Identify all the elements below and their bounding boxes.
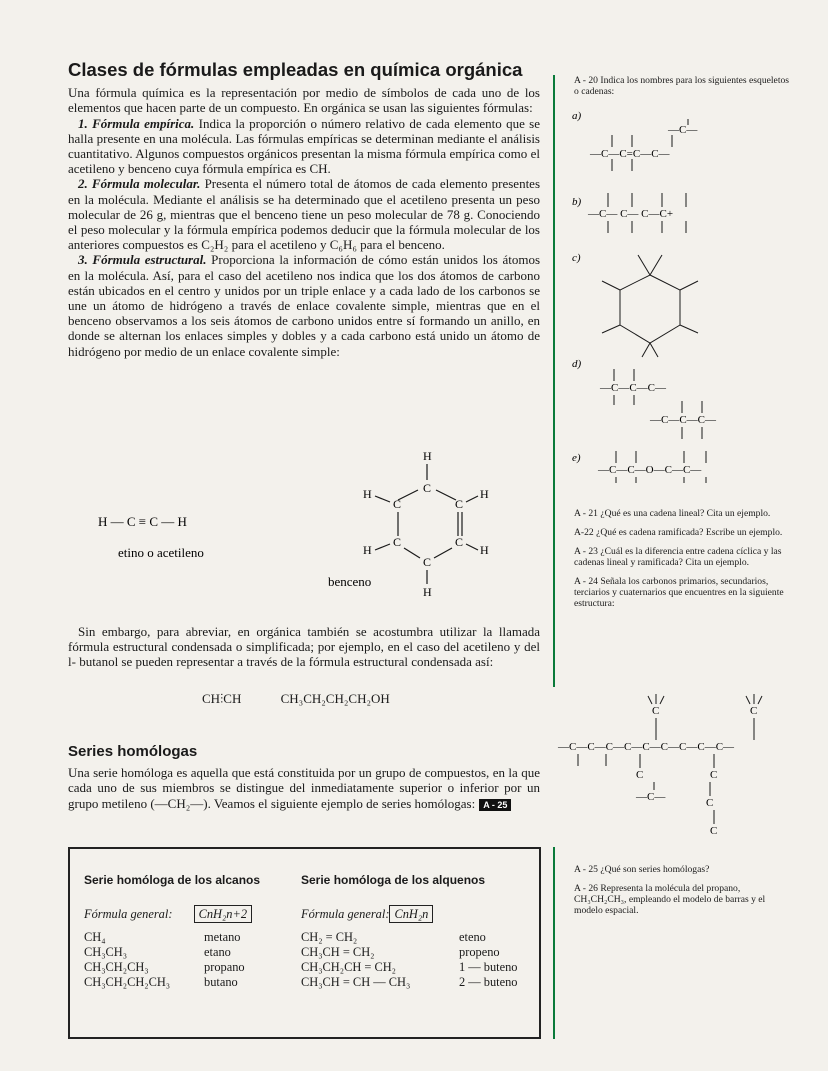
series-name: metano [204, 930, 241, 944]
series-title: Series homólogas [68, 743, 198, 760]
label-e: e) [572, 452, 581, 464]
structural-label: 3. Fórmula estructural. [78, 252, 207, 268]
svg-text:C: C [393, 535, 402, 549]
svg-text:H: H [423, 585, 432, 599]
label-a: a) [572, 110, 582, 122]
svg-text:H: H [363, 543, 372, 557]
svg-text:—C—C—C—: —C—C—C— [650, 414, 717, 426]
svg-text:H: H [423, 449, 432, 463]
a21-text: A - 21 ¿Qué es una cadena lineal? Cita un ejemplo. [574, 508, 771, 519]
alkenes-column [301, 873, 518, 990]
series-row [301, 975, 518, 990]
svg-text:C: C [652, 705, 660, 717]
alkanes-title: Serie homóloga de los alcanos [84, 873, 261, 887]
series-row [84, 945, 260, 960]
intro-paragraph: Una fórmula química es la representación por medio de símbolos de cada uno de los elementos que hacen parte de un compuesto. En orgánica se usan las siguientes fórmulas: [68, 85, 540, 116]
homologous-series-box [68, 847, 541, 1039]
a25-text: A - 25 ¿Qué son series homólogas? [574, 864, 710, 875]
series-formula: CH₃CH₂CH₃ [84, 960, 149, 974]
svg-text:C: C [455, 535, 464, 549]
alkenes-title: Serie homóloga de los alquenos [301, 873, 486, 887]
series-formula: CH₃CH = CH₂ [301, 945, 375, 959]
svg-text:C: C [710, 825, 718, 837]
exercise-questions [574, 508, 794, 617]
acetylene-formula: H — C ≡ C — H [98, 514, 187, 529]
series-name: 1 — buteno [459, 960, 518, 974]
alkenes-general-formula: CnH₂n [389, 905, 433, 923]
condensed-section [68, 624, 540, 670]
svg-text:C: C [423, 481, 432, 495]
series-row [301, 930, 518, 945]
svg-text:C: C [750, 705, 758, 717]
a20-text: A - 20 Indica los nombres para los siguientes esqueletos o cadenas: [574, 75, 790, 97]
series-formula: CH₂ = CH₂ [301, 930, 358, 944]
condensed-butanol: CH₃CH₂CH₂CH₂OH [280, 691, 390, 706]
svg-text:C: C [636, 769, 644, 781]
alkanes-column [84, 873, 260, 990]
condensed-acetylene: CH⫶CH [202, 691, 242, 706]
molecular-label: 2. Fórmula molecular. [78, 176, 201, 192]
main-column [68, 59, 541, 359]
chain-e [597, 451, 706, 483]
series-row [84, 930, 260, 945]
series-name: butano [204, 975, 238, 989]
skeleton-chains-figure [570, 105, 810, 485]
svg-text:—C—C—C—C—C—C—C—C—C—: —C—C—C—C—C—C—C—C—C— [558, 741, 735, 753]
empirical-paragraph [68, 116, 540, 177]
structural-formulas-figure [68, 446, 548, 606]
series-row [84, 975, 260, 990]
svg-text:—C—: —C— [636, 791, 666, 803]
chain-d [599, 369, 717, 439]
series-formula: CH₃CH₂CH₂CH₃ [84, 975, 171, 989]
molecular-text: Presenta el número total de átomos de cada elemento presentes en la molécula. Mediante el análisis se ha determinado que el acetileno presenta un peso molecular de 26 g, mientras que el benceno tiene un peso molecular de 78 g. Conociendo el peso molecular y la fórmula empírica podemos deducir que la fórmula molecular de los anteriores compuestos es C₂H₂ para el acetileno y C₆H₆ para el benceno. [68, 176, 541, 253]
svg-text:C: C [455, 497, 464, 511]
condensed-paragraph: Sin embargo, para abreviar, en orgánica también se acostumbra utilizar la llamada fórmula estructural condensada o simplificada; por ejemplo, en el caso del acetileno y del l- butanol se pueden representar a través de la fórmula estructural condensada así: [68, 624, 540, 670]
chain-a [589, 119, 698, 171]
benzene-label: benceno [328, 574, 372, 589]
series-row [84, 960, 260, 975]
exercise-questions-bottom [574, 864, 794, 924]
series-formula: CH₄ [84, 930, 106, 944]
alkenes-general-label: Fórmula general: [301, 907, 390, 921]
svg-text:H: H [363, 487, 372, 501]
svg-text:C: C [706, 797, 714, 809]
structural-text: Proporciona la información de cómo están unidos los átomos en la molécula. Así, para el caso del acetileno nos indica que los dos átomos de carbono están ubicados en el centro y unidos por un triple enlace y a cada lado de los carbonos se une un átomo de hidrógeno a través de enlace covalente simple, mientras que en el benceno observamos a los seis átomos de carbono unidos entre sí formando un anillo, en donde se alternan los enlaces simples y dobles y a cada carbono está unido un átomo de hidrógeno por medio de un enlace covalente simple: [68, 252, 541, 359]
green-divider-bottom [553, 847, 555, 1039]
empirical-text: Indica la proporción o número relativo de cada elemento que se halla presente en una molécula. Las fórmulas empíricas se determinan mediante el análisis cuantitativo. Algunos compuestos orgánicos presentan la misma fórmula empírica como el acetileno y benceno cuya fórmula empírica es CH. [68, 115, 540, 177]
series-formula: CH₃CH₂CH = CH₂ [301, 960, 396, 974]
svg-text:H: H [480, 487, 489, 501]
label-c: c) [572, 252, 581, 264]
green-divider-top [553, 75, 555, 687]
series-section [68, 744, 540, 813]
series-row [301, 960, 518, 975]
series-name: etano [204, 945, 231, 959]
svg-text:—C—: —C— [668, 124, 698, 136]
svg-text:—C—C—C—: —C—C—C— [600, 382, 667, 394]
series-formula: CH₃CH = CH — CH₃ [301, 975, 411, 989]
empirical-label: 1. Fórmula empírica. [78, 115, 195, 131]
series-name: propeno [459, 945, 500, 959]
alkanes-list [84, 930, 260, 990]
benzene-ring [363, 449, 489, 599]
molecular-paragraph [68, 176, 540, 252]
svg-text:H: H [480, 543, 489, 557]
a26-text: A - 26 Representa la molécula del propano, CH₃CH₂CH₃, empleando el modelo de barras y el modelo espacial. [574, 883, 766, 916]
alkanes-general-formula: CnH₂n+2 [194, 905, 252, 923]
series-name: propano [204, 960, 245, 974]
series-name: 2 — buteno [459, 975, 518, 989]
page-title: Clases de fórmulas empleadas en química orgánica [68, 59, 523, 80]
label-d: d) [572, 358, 582, 370]
alkenes-list [301, 930, 518, 990]
structural-paragraph [68, 252, 540, 358]
chain-b [587, 193, 686, 233]
svg-text:—C— C— C—C+: —C— C— C—C+ [588, 208, 674, 220]
svg-text:C: C [423, 555, 432, 569]
svg-text:—C—C=C—C—: —C—C=C—C— [590, 148, 670, 160]
condensed-formulas [202, 691, 426, 707]
series-formula: CH₃CH₃ [84, 945, 128, 959]
acetylene-label: etino o acetileno [118, 545, 204, 560]
series-text: Una serie homóloga es aquella que está constituida por un grupo de compuestos, en la que cada uno de sus miembros se distingue del inmediatamente superior o inferior por un grupo metileno (—CH₂—). Veamos el siguiente ejemplo de series homólogas: [68, 765, 540, 811]
label-b: b) [572, 196, 582, 208]
svg-text:—C—C—O—C—C—: —C—C—O—C—C— [598, 464, 702, 476]
a22-text: A-22 ¿Qué es cadena ramificada? Escribe un ejemplo. [574, 527, 783, 538]
a24-structure [556, 692, 826, 842]
a25-badge: A - 25 [479, 799, 511, 811]
series-name: eteno [459, 930, 486, 944]
series-paragraph [68, 765, 540, 813]
alkanes-general-label: Fórmula general: [84, 907, 173, 921]
a24-text: A - 24 Señala los carbonos primarios, secundarios, terciarios y cuaternarios que encuentres en la siguiente estructura: [574, 576, 784, 609]
a23-text: A - 23 ¿Cuál es la diferencia entre cadena cíclica y las cadenas lineal y ramificada? Cita un ejemplo. [574, 546, 782, 568]
exercise-column [574, 75, 794, 97]
chain-c-ring [602, 255, 698, 357]
svg-text:C: C [710, 769, 718, 781]
svg-text:C: C [393, 497, 402, 511]
series-row [301, 945, 518, 960]
